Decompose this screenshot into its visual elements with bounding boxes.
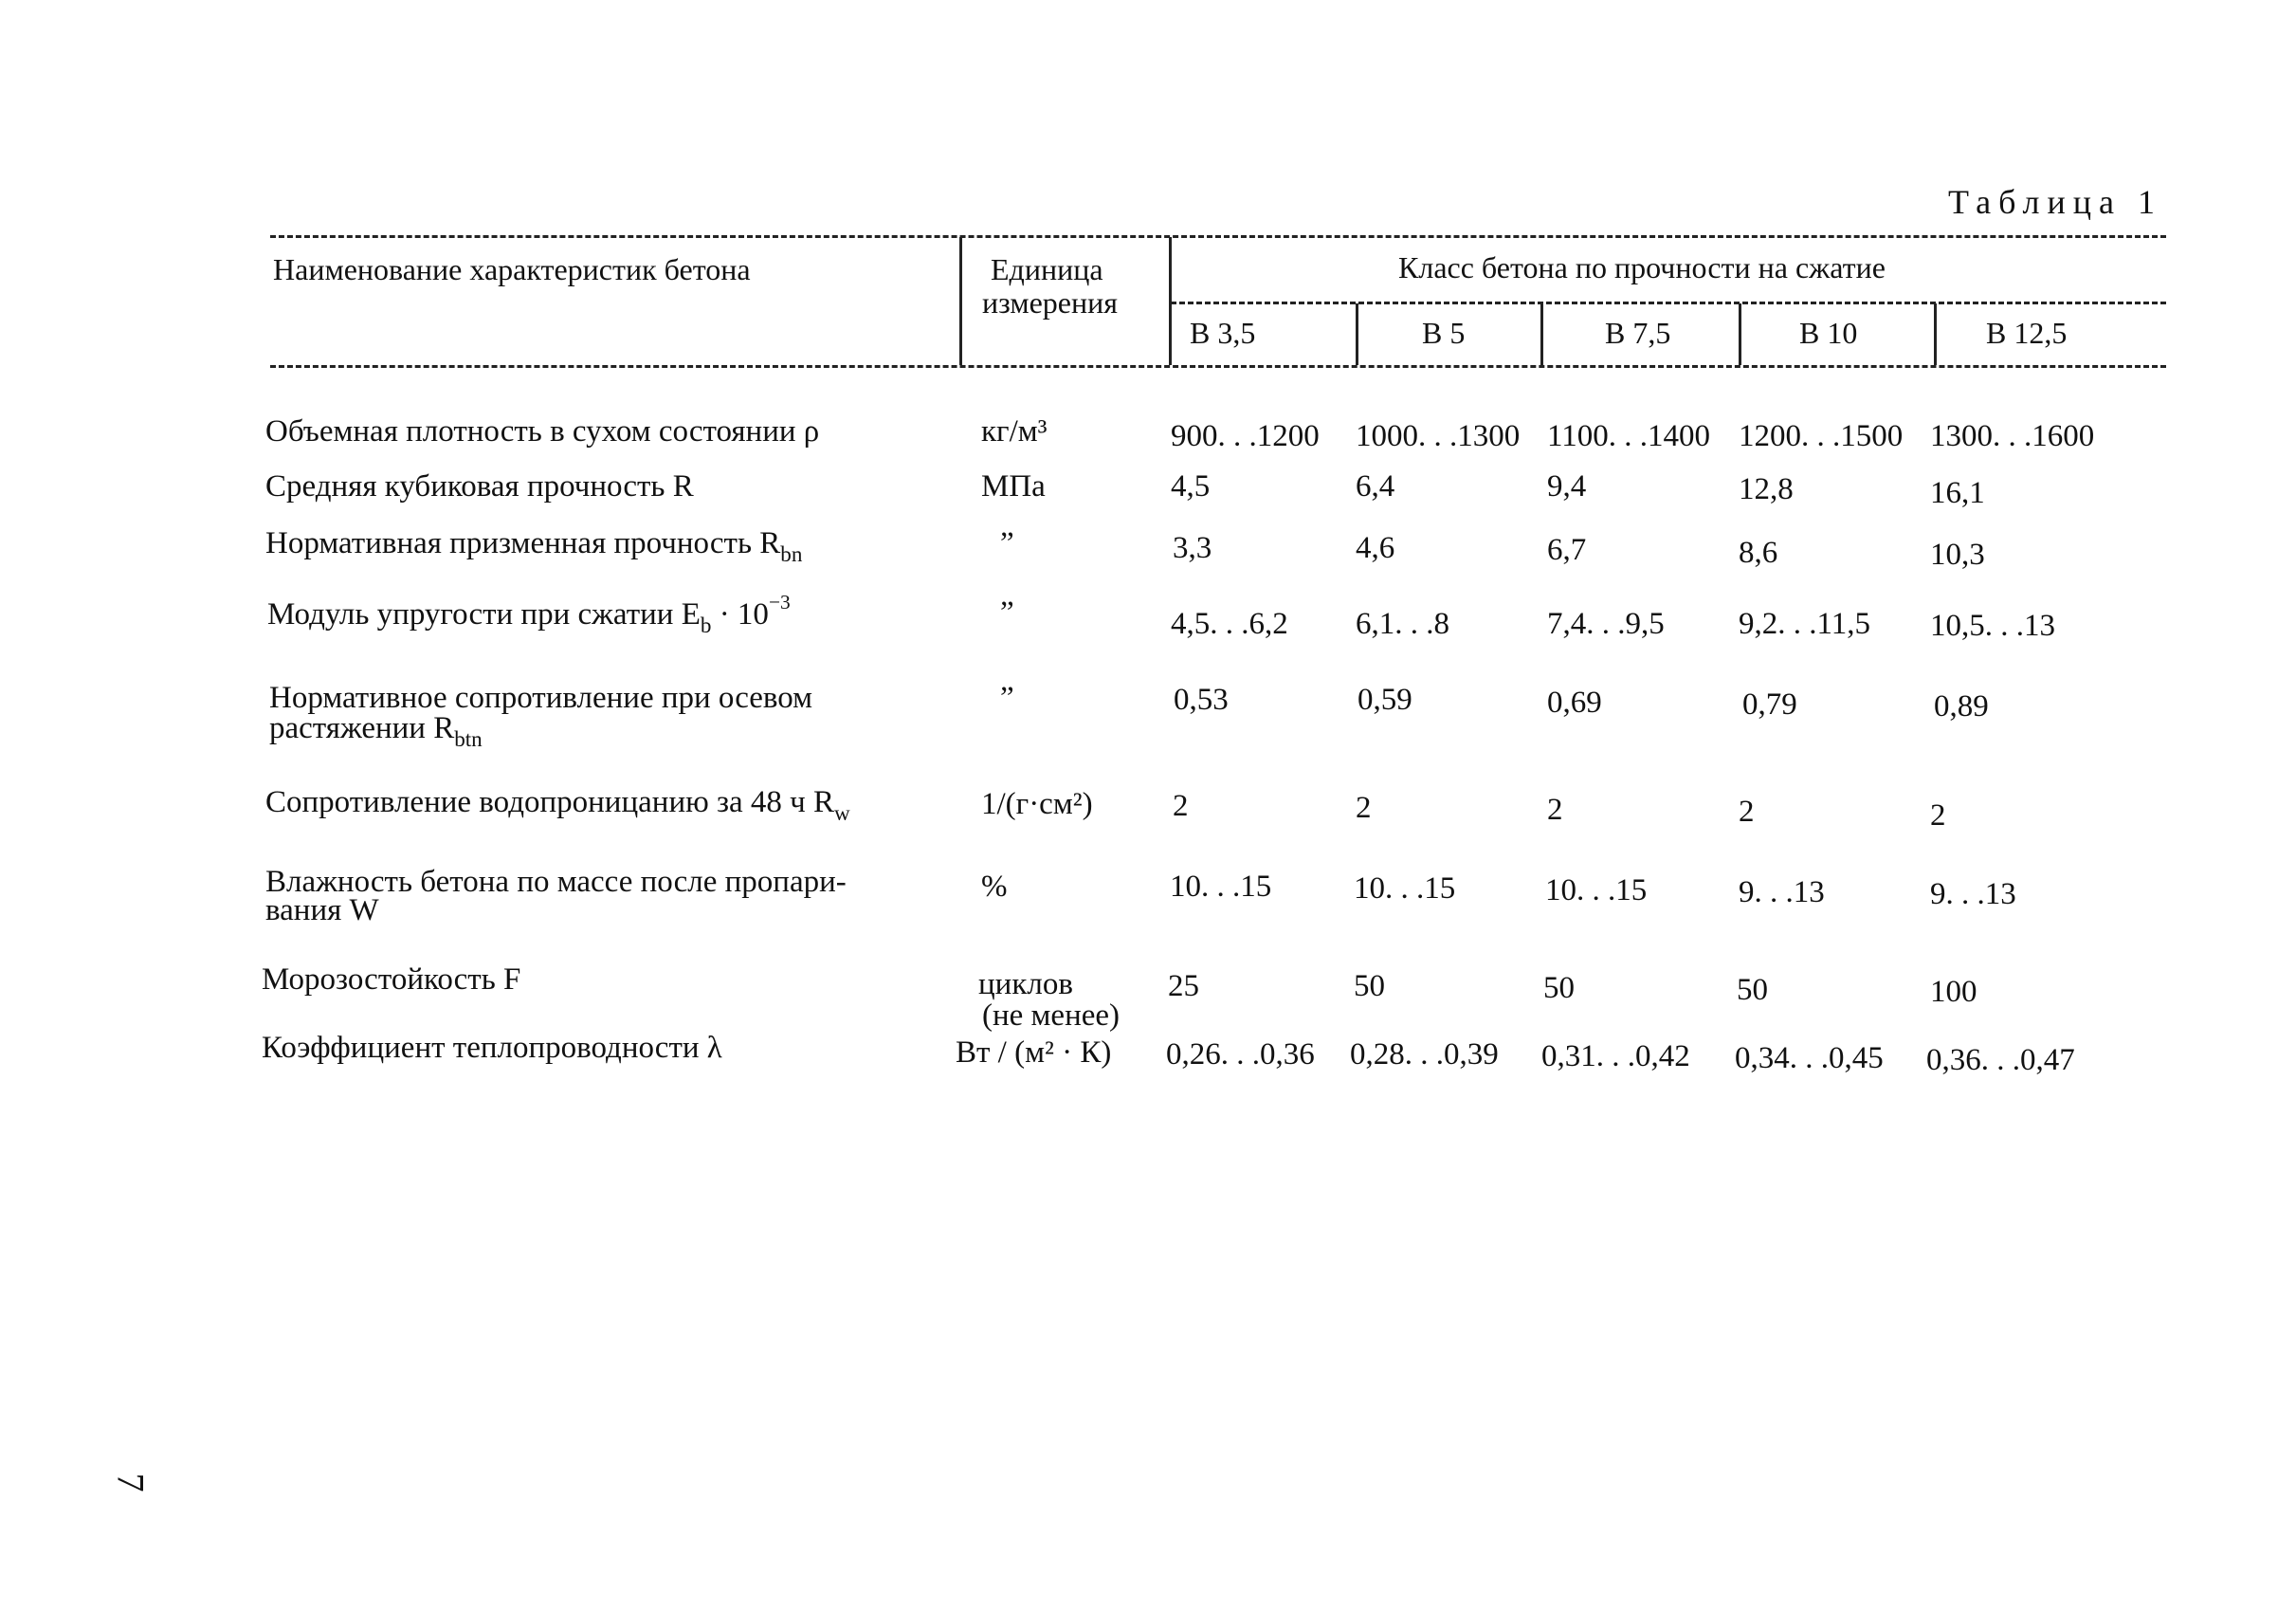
row-cube-strength-b10: 12,8 xyxy=(1739,472,1794,506)
row-thermal-conductivity-b3-5: 0,26. . .0,36 xyxy=(1166,1037,1315,1072)
page-number: 7 xyxy=(109,1473,153,1493)
row-water-resistance-b3-5: 2 xyxy=(1173,789,1189,823)
class-separator-4 xyxy=(1934,303,1937,365)
row-tension-resistance-b3-5: 0,53 xyxy=(1174,683,1229,717)
row-density-unit: кг/м³ xyxy=(981,414,1048,449)
row-moisture-name-line2: вания W xyxy=(265,893,379,927)
row-tension-resistance-b5: 0,59 xyxy=(1358,683,1412,717)
row-tension-resistance-b7-5: 0,69 xyxy=(1547,686,1602,720)
row-prism-strength-b7-5: 6,7 xyxy=(1547,533,1587,567)
header-name-column: Наименование характеристик бетона xyxy=(273,252,751,286)
header-top-rule xyxy=(270,235,2166,238)
row-water-resistance-b12-5: 2 xyxy=(1930,798,1946,833)
row-elastic-modulus-b10: 9,2. . .11,5 xyxy=(1739,607,1871,641)
row-frost-resistance-b3-5: 25 xyxy=(1168,969,1199,1003)
class-separator-3 xyxy=(1739,303,1741,365)
row-elastic-modulus-subscript: b xyxy=(700,613,712,638)
header-bottom-rule xyxy=(270,365,2166,368)
header-class-b7-5: В 7,5 xyxy=(1605,316,1671,350)
row-water-resistance-name xyxy=(265,785,850,830)
row-prism-strength-label: Нормативная призменная прочность R xyxy=(265,526,781,560)
row-water-resistance-label: Сопротивление водопроницанию за 48 ч R xyxy=(265,785,835,819)
row-frost-resistance-b7-5: 50 xyxy=(1543,971,1575,1005)
row-water-resistance-subscript: w xyxy=(834,800,850,826)
header-class-b5: В 5 xyxy=(1422,316,1466,350)
row-elastic-modulus-label: Модуль упругости при сжатии E xyxy=(267,597,701,632)
row-density-b10: 1200. . .1500 xyxy=(1739,419,1904,453)
row-prism-strength-b3-5: 3,3 xyxy=(1173,531,1212,565)
row-elastic-modulus-factor: · 10 xyxy=(711,597,769,632)
row-frost-resistance-unit-line1: циклов xyxy=(978,967,1073,1001)
row-tension-resistance-unit: ” xyxy=(1000,681,1014,715)
class-separator-1 xyxy=(1356,303,1358,365)
row-thermal-conductivity-name: Коэффициент теплопроводности λ xyxy=(262,1031,722,1065)
row-cube-strength-b5: 6,4 xyxy=(1356,469,1395,504)
row-moisture-unit: % xyxy=(981,870,1008,904)
row-elastic-modulus-b12-5: 10,5. . .13 xyxy=(1930,609,2055,643)
row-thermal-conductivity-b12-5: 0,36. . .0,47 xyxy=(1926,1043,2075,1077)
row-moisture-b7-5: 10. . .15 xyxy=(1545,873,1648,907)
row-cube-strength-b3-5: 4,5 xyxy=(1171,469,1211,504)
row-water-resistance-b5: 2 xyxy=(1356,791,1372,825)
row-density-b7-5: 1100. . .1400 xyxy=(1547,419,1711,453)
row-tension-resistance-name-line2 xyxy=(269,711,483,756)
header-unit-line1: Единица xyxy=(991,252,1103,286)
row-cube-strength-b12-5: 16,1 xyxy=(1930,476,1985,510)
row-density-b3-5: 900. . .1200 xyxy=(1171,419,1320,453)
row-thermal-conductivity-b5: 0,28. . .0,39 xyxy=(1350,1037,1499,1072)
row-water-resistance-unit: 1/(г·см²) xyxy=(981,787,1093,821)
row-elastic-modulus-name xyxy=(267,590,791,642)
row-prism-strength-b10: 8,6 xyxy=(1739,536,1778,570)
row-moisture-name-line1: Влажность бетона по массе после пропари- xyxy=(265,865,847,899)
row-frost-resistance-b5: 50 xyxy=(1354,969,1385,1003)
row-moisture-b12-5: 9. . .13 xyxy=(1930,877,2016,911)
row-thermal-conductivity-b10: 0,34. . .0,45 xyxy=(1735,1041,1884,1075)
row-elastic-modulus-exponent: −3 xyxy=(768,590,791,614)
row-moisture-b10: 9. . .13 xyxy=(1739,875,1825,909)
row-tension-resistance-subscript: btn xyxy=(454,726,483,752)
row-cube-strength-b7-5: 9,4 xyxy=(1547,469,1587,504)
header-class-group: Класс бетона по прочности на сжатие xyxy=(1398,250,1886,284)
row-moisture-b3-5: 10. . .15 xyxy=(1170,870,1272,904)
header-class-b12-5: В 12,5 xyxy=(1986,316,2068,350)
row-prism-strength-unit: ” xyxy=(1000,526,1014,560)
table-caption: Таблица 1 xyxy=(1948,183,2162,221)
row-thermal-conductivity-b7-5: 0,31. . .0,42 xyxy=(1541,1039,1690,1073)
row-frost-resistance-unit-line2: (не менее) xyxy=(982,998,1121,1033)
row-tension-resistance-b12-5: 0,89 xyxy=(1934,689,1989,724)
row-prism-strength-subscript: bn xyxy=(780,541,803,567)
row-moisture-b5: 10. . .15 xyxy=(1354,871,1456,906)
header-class-b10: В 10 xyxy=(1799,316,1858,350)
row-water-resistance-b10: 2 xyxy=(1739,795,1755,829)
row-frost-resistance-name: Морозостойкость F xyxy=(262,962,521,997)
row-elastic-modulus-b3-5: 4,5. . .6,2 xyxy=(1171,607,1288,641)
row-density-b5: 1000. . .1300 xyxy=(1356,419,1521,453)
row-elastic-modulus-unit: ” xyxy=(1000,595,1014,630)
class-separator-2 xyxy=(1540,303,1543,365)
unit-class-separator xyxy=(1169,237,1172,365)
row-tension-resistance-label: растяжении R xyxy=(269,711,455,745)
row-prism-strength-b5: 4,6 xyxy=(1356,531,1395,565)
row-density-b12-5: 1300. . .1600 xyxy=(1930,419,2095,453)
row-water-resistance-b7-5: 2 xyxy=(1547,793,1563,827)
row-tension-resistance-b10: 0,79 xyxy=(1742,687,1797,722)
row-frost-resistance-b12-5: 100 xyxy=(1930,975,1977,1009)
row-cube-strength-name: Средняя кубиковая прочность R xyxy=(265,469,694,504)
name-unit-separator xyxy=(959,237,962,365)
row-thermal-conductivity-unit: Вт / (м² · К) xyxy=(956,1035,1112,1070)
row-prism-strength-name xyxy=(265,526,802,571)
row-frost-resistance-b10: 50 xyxy=(1737,973,1768,1007)
class-subheader-rule xyxy=(1171,302,2166,304)
header-unit-line2: измерения xyxy=(982,285,1118,320)
row-elastic-modulus-b5: 6,1. . .8 xyxy=(1356,607,1449,641)
row-prism-strength-b12-5: 10,3 xyxy=(1930,538,1985,572)
row-elastic-modulus-b7-5: 7,4. . .9,5 xyxy=(1547,607,1665,641)
row-density-name: Объемная плотность в сухом состоянии ρ xyxy=(265,414,820,449)
header-class-b3-5: В 3,5 xyxy=(1190,316,1256,350)
row-tension-resistance-name-line1: Нормативное сопротивление при осевом xyxy=(269,681,813,715)
row-cube-strength-unit: МПа xyxy=(981,469,1046,504)
